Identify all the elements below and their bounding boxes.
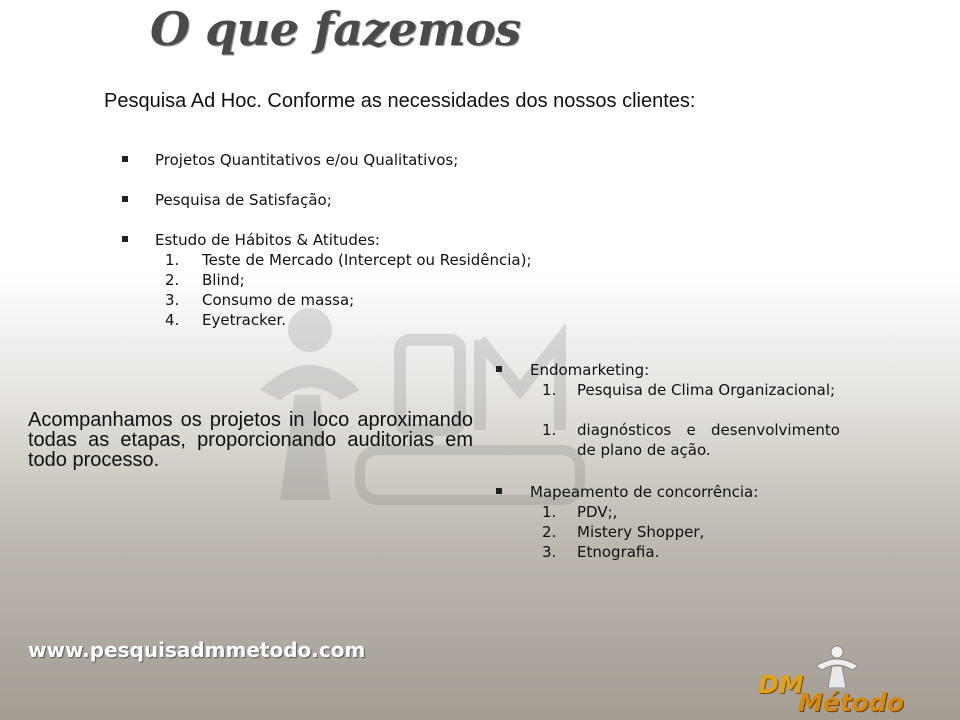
list-item-text: Endomarketing: xyxy=(530,361,650,379)
list-item-text: Estudo de Hábitos & Atitudes: xyxy=(155,231,380,249)
numbered-sublist xyxy=(494,380,840,460)
item-number: 1. xyxy=(542,421,557,439)
list-item xyxy=(120,150,640,170)
services-list xyxy=(120,150,640,350)
sublist-item-text: PDV;, xyxy=(577,503,618,521)
logo-dm-text: DM xyxy=(758,670,804,699)
sublist-item-text: diagnósticos e desenvolvimento de plano de ação. xyxy=(577,421,840,459)
item-number: 3. xyxy=(165,291,180,309)
square-bullet-icon xyxy=(496,488,502,494)
list-item-text: Projetos Quantitativos e/ou Qualitativos; xyxy=(155,151,459,169)
sublist-item-text: Teste de Mercado (Intercept ou Residência); xyxy=(202,251,532,269)
item-number: 3. xyxy=(542,543,557,561)
sublist-item xyxy=(494,380,840,400)
company-logo xyxy=(752,640,912,716)
additional-services-list xyxy=(494,360,840,584)
sublist-item xyxy=(494,502,840,522)
sublist-item-text: Eyetracker. xyxy=(202,311,287,329)
sublist-item xyxy=(494,420,840,460)
sublist-item-text: Etnografia. xyxy=(577,543,660,561)
square-bullet-icon xyxy=(122,156,128,162)
item-number: 2. xyxy=(542,523,557,541)
list-item xyxy=(494,360,840,460)
sublist-item xyxy=(155,290,640,310)
square-bullet-icon xyxy=(496,366,502,372)
website-link[interactable]: www.pesquisadmmetodo.com xyxy=(28,638,366,662)
sublist-item-text: Blind; xyxy=(202,271,245,289)
list-item xyxy=(494,482,840,562)
sublist-item-text: Pesquisa de Clima Organizacional; xyxy=(577,381,836,399)
sublist-item-text: Mistery Shopper, xyxy=(577,523,705,541)
person-figure-icon xyxy=(812,644,862,688)
square-bullet-icon xyxy=(122,236,128,242)
sublist-item xyxy=(494,522,840,542)
slide-title: O que fazemos xyxy=(150,2,521,56)
sublist-item xyxy=(155,270,640,290)
sublist-item-text: Consumo de massa; xyxy=(202,291,355,309)
list-item-text: Pesquisa de Satisfação; xyxy=(155,191,332,209)
item-number: 1. xyxy=(542,503,557,521)
logo-metodo-text: Método xyxy=(798,688,905,717)
sublist-item xyxy=(155,310,640,330)
slide-subtitle: Pesquisa Ad Hoc. Conforme as necessidades dos nossos clientes: xyxy=(104,90,696,112)
follow-up-paragraph: Acompanhamos os projetos in loco aproximando todas as etapas, proporcionando auditorias em todo processo. xyxy=(28,409,473,471)
sublist-item xyxy=(494,542,840,562)
list-item xyxy=(120,190,640,210)
item-number: 4. xyxy=(165,311,180,329)
sublist-item xyxy=(155,250,640,270)
list-item xyxy=(120,230,640,330)
square-bullet-icon xyxy=(122,196,128,202)
item-number: 1. xyxy=(165,251,180,269)
list-item-text: Mapeamento de concorrência: xyxy=(530,483,759,501)
numbered-sublist xyxy=(494,502,840,562)
item-number: 2. xyxy=(165,271,180,289)
item-number: 1. xyxy=(542,381,557,399)
numbered-sublist xyxy=(155,250,640,330)
